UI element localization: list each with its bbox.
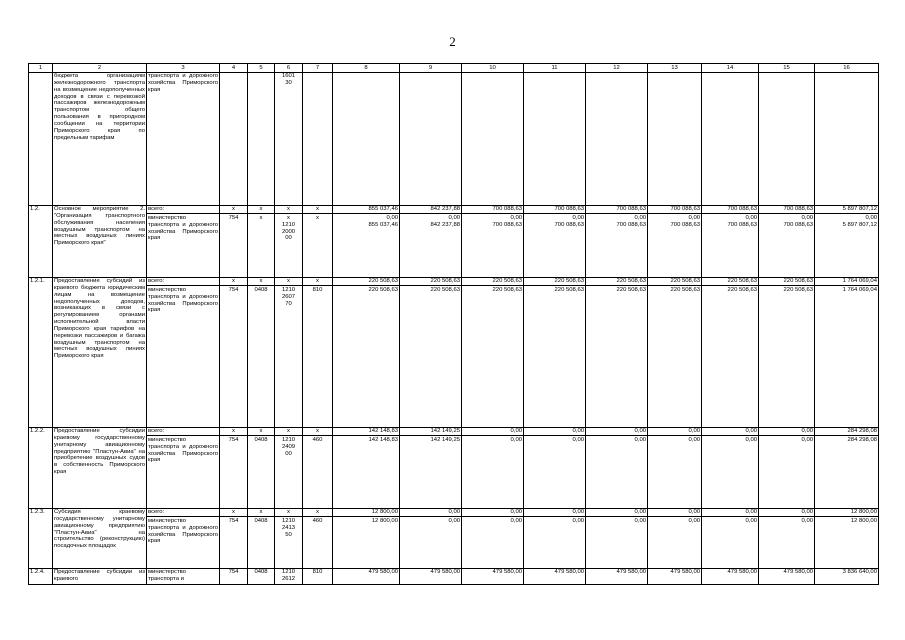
value-total: 220 508,63 xyxy=(702,278,758,286)
value-cell xyxy=(759,73,815,206)
value-cell xyxy=(648,509,702,569)
vr-code: 810 xyxy=(312,286,323,293)
value: 479 580,00 xyxy=(554,569,584,575)
vr-code: x xyxy=(316,214,319,221)
value: 0,00 700 088,63 xyxy=(492,214,522,228)
value-cell xyxy=(524,428,586,509)
vr-code: 460 xyxy=(312,436,323,443)
rzpr-code-cell xyxy=(248,509,275,569)
value: 220 508,63 xyxy=(430,286,460,293)
value-cell xyxy=(400,278,462,428)
executor-name: министерство транспорта и дорожного хозяйства Приморского края xyxy=(148,517,218,545)
row-number-cell xyxy=(29,509,53,569)
value-total: 12 800,00 xyxy=(815,509,878,517)
value-cell xyxy=(648,73,702,206)
value: 0,00 855 037,46 xyxy=(368,214,398,228)
value-cell xyxy=(815,73,879,206)
row-name-cell xyxy=(53,428,147,509)
value-cell xyxy=(702,509,759,569)
row-number: 1.2. xyxy=(30,206,40,212)
value-cell xyxy=(759,428,815,509)
value-cell xyxy=(648,569,702,585)
value-cell xyxy=(400,569,462,585)
value-cell xyxy=(702,569,759,585)
grbs-code: 754 xyxy=(228,517,239,524)
csr-code-total: x xyxy=(275,428,302,436)
value-total: 0,00 xyxy=(648,428,701,436)
column-header: 1 xyxy=(29,64,53,73)
executor-name: транспорта и дорожного хозяйства Приморского края xyxy=(148,73,218,93)
row-number: 1.2.3. xyxy=(30,509,45,515)
executor-total-label: всего: xyxy=(147,206,219,214)
value-total: 0,00 xyxy=(400,509,461,517)
value: 220 508,63 xyxy=(783,286,813,293)
value: 479 580,00 xyxy=(670,569,700,575)
value-total: 700 088,63 xyxy=(586,206,647,214)
row-number: 1.2.4. xyxy=(30,569,45,575)
csr-code: 1210 2409 00 xyxy=(281,436,296,457)
value-total: 855 037,46 xyxy=(333,206,399,214)
executor-cell xyxy=(147,73,220,206)
executor-cell xyxy=(147,509,220,569)
row-name-cell xyxy=(53,206,147,278)
executor-name: министерство транспорта и дорожного хозяйства Приморского края xyxy=(148,286,218,314)
rzpr-code: 0408 xyxy=(254,569,268,575)
table-row xyxy=(29,428,879,509)
executor-cell xyxy=(147,428,220,509)
value: 0,00 700 088,63 xyxy=(783,214,813,228)
row-number: 1.2.1. xyxy=(30,278,45,284)
value: 0,00 xyxy=(634,436,646,443)
value-total: 0,00 xyxy=(648,509,701,517)
rzpr-code-total: x xyxy=(248,428,274,436)
row-name-cell xyxy=(53,569,147,585)
executor-name: министерство транспорта и xyxy=(148,569,186,582)
value-cell xyxy=(648,428,702,509)
value-total: 220 508,63 xyxy=(586,278,647,286)
value: 0,00 xyxy=(688,436,700,443)
row-number-cell xyxy=(29,73,53,206)
value: 0,00 xyxy=(510,436,522,443)
csr-code-cell xyxy=(275,428,303,509)
vr-code: 460 xyxy=(312,517,323,524)
value-total: 284 298,08 xyxy=(815,428,878,436)
value-cell xyxy=(815,569,879,585)
value-cell xyxy=(462,73,524,206)
value-cell xyxy=(524,569,586,585)
rzpr-code: 0408 xyxy=(254,517,268,524)
row-number: 1.2.2. xyxy=(30,428,45,434)
value-cell xyxy=(333,278,400,428)
value-total: 220 508,63 xyxy=(400,278,461,286)
rzpr-code: 0408 xyxy=(254,286,268,293)
value-total: 700 088,63 xyxy=(462,206,523,214)
column-header: 5 xyxy=(248,64,275,73)
value-total: 1 764 069,04 xyxy=(815,278,878,286)
value-cell xyxy=(524,509,586,569)
row-number-cell xyxy=(29,569,53,585)
csr-code-cell xyxy=(275,73,303,206)
value-total: 0,00 xyxy=(586,509,647,517)
rzpr-code-cell xyxy=(248,278,275,428)
executor-cell xyxy=(147,278,220,428)
value-cell xyxy=(524,206,586,278)
value: 0,00 xyxy=(572,517,584,524)
value-cell xyxy=(333,206,400,278)
value: 1 764 069,04 xyxy=(842,286,877,293)
row-name-cell xyxy=(53,509,147,569)
value-cell xyxy=(333,428,400,509)
column-header: 12 xyxy=(586,64,648,73)
value-total: 220 508,63 xyxy=(524,278,585,286)
row-name-cell xyxy=(53,278,147,428)
value: 479 580,00 xyxy=(616,569,646,575)
value-cell xyxy=(702,278,759,428)
rzpr-code-total: x xyxy=(248,278,274,286)
value: 0,00 xyxy=(572,436,584,443)
value-cell xyxy=(462,428,524,509)
row-name: Предоставление субсидий из краевого бюджета юридическим лицам на возмещение недополученных доходов, возникающих в связи с регулированием органами исполнительной власти Приморского края тарифов на перевозки пассажиров и багажа воздушным транспортом на местных воздушных линиях Приморского края xyxy=(54,278,145,360)
value-cell xyxy=(333,73,400,206)
column-header: 7 xyxy=(303,64,333,73)
column-header: 2 xyxy=(53,64,147,73)
grbs-code-total: x xyxy=(220,206,247,214)
row-number-cell xyxy=(29,428,53,509)
value: 220 508,63 xyxy=(554,286,584,293)
rzpr-code-cell xyxy=(248,428,275,509)
value-cell xyxy=(400,73,462,206)
table-row xyxy=(29,509,879,569)
column-header: 16 xyxy=(815,64,879,73)
value-total: 700 088,63 xyxy=(702,206,758,214)
column-header: 10 xyxy=(462,64,524,73)
grbs-code: 754 xyxy=(228,569,239,575)
value-cell xyxy=(702,428,759,509)
column-header: 14 xyxy=(702,64,759,73)
value: 0,00 700 088,63 xyxy=(727,214,757,228)
column-header: 15 xyxy=(759,64,815,73)
row-name: бюджета организациям железнодорожного транспорта на возмещение недополученных доходов в связи с перевозкой пассажиров железнодорожным транспортом общего пользования в пригородном сообщении на территории Приморского края по предельным тарифам xyxy=(54,73,145,141)
csr-code-cell xyxy=(275,206,303,278)
value-cell xyxy=(759,206,815,278)
executor-total-label: всего: xyxy=(147,509,219,517)
value: 0,00 xyxy=(801,436,813,443)
value-total: 0,00 xyxy=(759,509,814,517)
rzpr-code-cell xyxy=(248,73,275,206)
value: 479 580,00 xyxy=(783,569,813,575)
value-cell xyxy=(648,278,702,428)
rzpr-code: 0408 xyxy=(254,436,268,443)
value-total: 0,00 xyxy=(759,428,814,436)
value-cell xyxy=(586,73,648,206)
value: 142 148,83 xyxy=(368,436,398,443)
row-name: Предоставление субсидии из краевого xyxy=(54,569,145,582)
csr-code-cell xyxy=(275,509,303,569)
grbs-code-cell xyxy=(220,509,248,569)
table-row xyxy=(29,73,879,206)
column-header: 6 xyxy=(275,64,303,73)
vr-code-cell xyxy=(303,509,333,569)
executor-cell xyxy=(147,569,220,585)
value-cell xyxy=(759,278,815,428)
value: 0,00 700 088,63 xyxy=(616,214,646,228)
csr-code: 1210 2612 xyxy=(281,569,296,582)
csr-code-total: x xyxy=(275,278,302,286)
value-total: 0,00 xyxy=(524,428,585,436)
grbs-code: 754 xyxy=(228,436,239,443)
value-cell xyxy=(702,206,759,278)
value: 0,00 xyxy=(745,517,757,524)
value-total: 5 897 807,12 xyxy=(815,206,878,214)
column-header: 8 xyxy=(333,64,400,73)
vr-code-total: x xyxy=(303,509,332,517)
grbs-code-total: x xyxy=(220,278,247,286)
value-cell xyxy=(586,569,648,585)
row-name-cell xyxy=(53,73,147,206)
value-total: 220 508,63 xyxy=(648,278,701,286)
value: 0,00 xyxy=(801,517,813,524)
vr-code-total: x xyxy=(303,206,332,214)
value: 3 836 640,00 xyxy=(842,569,877,575)
row-number-cell xyxy=(29,278,53,428)
value-total: 142 148,83 xyxy=(333,428,399,436)
grbs-code: 754 xyxy=(228,214,239,221)
value: 479 580,00 xyxy=(368,569,398,575)
csr-code-cell xyxy=(275,569,303,585)
vr-code-cell xyxy=(303,73,333,206)
grbs-code-cell xyxy=(220,569,248,585)
rzpr-code-cell xyxy=(248,569,275,585)
value-cell xyxy=(524,73,586,206)
value: 0,00 xyxy=(745,436,757,443)
executor-total-label: всего: xyxy=(147,278,219,286)
csr-code-total: x xyxy=(275,509,302,517)
grbs-code-cell xyxy=(220,428,248,509)
value-cell xyxy=(586,278,648,428)
value-cell xyxy=(400,428,462,509)
column-header: 13 xyxy=(648,64,702,73)
header-row xyxy=(29,64,879,73)
vr-code-total: x xyxy=(303,278,332,286)
value: 0,00 842 237,88 xyxy=(430,214,460,228)
value-total: 0,00 xyxy=(702,428,758,436)
value: 284 298,08 xyxy=(847,436,877,443)
row-number-cell xyxy=(29,206,53,278)
column-header: 9 xyxy=(400,64,462,73)
value: 479 580,00 xyxy=(430,569,460,575)
value-cell xyxy=(702,73,759,206)
value-cell xyxy=(586,206,648,278)
row-name: Основное мероприятие 2. "Организация транспортного обслуживания населения воздушным транспортом на местных воздушных линиях Приморского края" xyxy=(54,206,145,247)
value-total: 700 088,63 xyxy=(524,206,585,214)
value-cell xyxy=(333,509,400,569)
row-name: Субсидия краевому государственному унитарному авиационному предприятию "Пластун-Авиа" на строительство (реконструкцию) посадочных площадок xyxy=(54,509,145,550)
value-cell xyxy=(462,569,524,585)
value: 220 508,63 xyxy=(616,286,646,293)
value-cell xyxy=(400,509,462,569)
grbs-code: 754 xyxy=(228,286,239,293)
grbs-code-cell xyxy=(220,206,248,278)
vr-code: 810 xyxy=(312,569,323,575)
table-row xyxy=(29,569,879,585)
csr-code: x 1210 2000 00 xyxy=(281,214,296,242)
grbs-code-total: x xyxy=(220,428,247,436)
csr-code-cell xyxy=(275,278,303,428)
executor-total-label: всего: xyxy=(147,428,219,436)
rzpr-code: x xyxy=(259,214,263,221)
grbs-code-cell xyxy=(220,73,248,206)
value-total: 0,00 xyxy=(462,428,523,436)
value-total: 220 508,63 xyxy=(462,278,523,286)
value: 220 508,63 xyxy=(368,286,398,293)
value: 220 508,63 xyxy=(670,286,700,293)
value: 0,00 xyxy=(634,517,646,524)
executor-cell xyxy=(147,206,220,278)
grbs-code-total: x xyxy=(220,509,247,517)
value: 0,00 xyxy=(510,517,522,524)
value-total: 0,00 xyxy=(586,428,647,436)
value-cell xyxy=(815,428,879,509)
value: 0,00 xyxy=(448,517,460,524)
value: 220 508,63 xyxy=(727,286,757,293)
value-cell xyxy=(462,206,524,278)
value: 479 580,00 xyxy=(727,569,757,575)
column-header: 3 xyxy=(147,64,220,73)
column-header: 11 xyxy=(524,64,586,73)
executor-name: министерство транспорта и дорожного хозяйства Приморского края xyxy=(148,436,218,464)
value-total: 220 508,63 xyxy=(759,278,814,286)
table-row xyxy=(29,278,879,428)
vr-code-total: x xyxy=(303,428,332,436)
value-total: 12 800,00 xyxy=(333,509,399,517)
program-table xyxy=(28,63,879,585)
csr-code-total: x xyxy=(275,206,302,214)
page-number: 2 xyxy=(449,34,456,49)
vr-code-cell xyxy=(303,428,333,509)
value: 0,00 700 088,63 xyxy=(670,214,700,228)
value-total: 220 508,63 xyxy=(333,278,399,286)
csr-code: 1210 2413 50 xyxy=(281,517,296,538)
value: 0,00 700 088,63 xyxy=(554,214,584,228)
value-total: 142 149,25 xyxy=(400,428,461,436)
value-cell xyxy=(815,509,879,569)
value-cell xyxy=(815,206,879,278)
value: 12 800,00 xyxy=(371,517,398,524)
value-cell xyxy=(586,509,648,569)
value-total: 700 088,63 xyxy=(648,206,701,214)
value: 0,00 5 897 807,12 xyxy=(842,214,877,228)
rzpr-code-total: x xyxy=(248,509,274,517)
csr-code: 1210 2607 70 xyxy=(281,286,296,307)
value: 12 800,00 xyxy=(850,517,877,524)
value: 0,00 xyxy=(688,517,700,524)
value-cell xyxy=(400,206,462,278)
value: 220 508,63 xyxy=(492,286,522,293)
value-cell xyxy=(815,278,879,428)
row-name: Предоставление субсидии краевому государственному унитарному авиационному предприятию "Пластун-Авиа" на приобретение воздушных судов в собственность Приморского края xyxy=(54,428,145,476)
value-total: 0,00 xyxy=(462,509,523,517)
column-header: 4 xyxy=(220,64,248,73)
value-cell xyxy=(759,509,815,569)
rzpr-code-total: x xyxy=(248,206,274,214)
rzpr-code-cell xyxy=(248,206,275,278)
value-cell xyxy=(462,509,524,569)
value-cell xyxy=(524,278,586,428)
vr-code-cell xyxy=(303,569,333,585)
value: 479 580,00 xyxy=(492,569,522,575)
value-total: 0,00 xyxy=(702,509,758,517)
csr-code: 1601 30 xyxy=(281,73,296,86)
value-cell xyxy=(586,428,648,509)
vr-code-cell xyxy=(303,278,333,428)
value-total: 842 237,88 xyxy=(400,206,461,214)
value-total: 0,00 xyxy=(524,509,585,517)
executor-name: министерство транспорта и дорожного хозяйства Приморского края xyxy=(148,214,218,242)
value-cell xyxy=(759,569,815,585)
vr-code-cell xyxy=(303,206,333,278)
value-cell xyxy=(462,278,524,428)
grbs-code-cell xyxy=(220,278,248,428)
value-cell xyxy=(648,206,702,278)
value-total: 700 088,63 xyxy=(759,206,814,214)
value: 142 149,25 xyxy=(430,436,460,443)
table-row xyxy=(29,206,879,278)
value-cell xyxy=(333,569,400,585)
